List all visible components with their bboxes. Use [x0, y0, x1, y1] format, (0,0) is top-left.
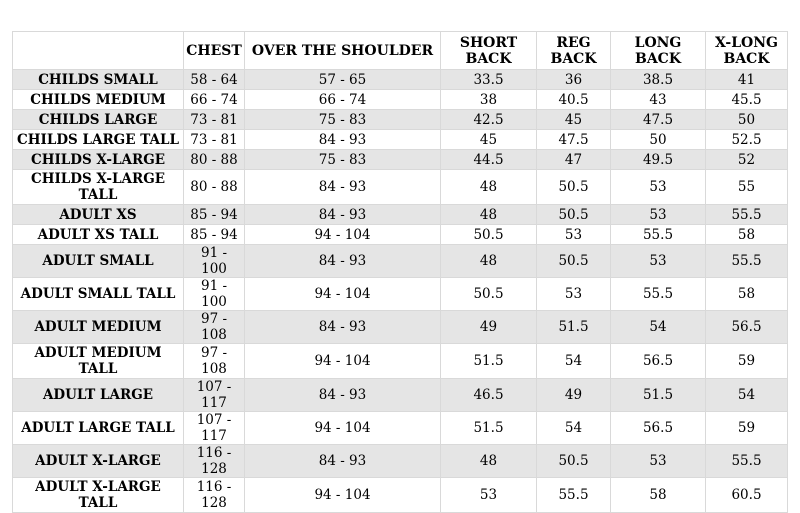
size-name-cell: CHILDS LARGE TALL	[13, 130, 184, 150]
table-row	[13, 225, 788, 245]
chest-cell: 80 - 88	[184, 150, 245, 170]
long-back-cell: 47.5	[611, 110, 706, 130]
long-back-cell: 56.5	[611, 344, 706, 379]
size-name-cell: ADULT SMALL TALL	[13, 278, 184, 311]
short-back-cell: 49	[441, 311, 537, 344]
short-back-cell: 48	[441, 445, 537, 478]
table-row	[13, 205, 788, 225]
size-name-cell: ADULT MEDIUM TALL	[13, 344, 184, 379]
reg-back-cell: 36	[537, 70, 611, 90]
short-back-cell: 50.5	[441, 278, 537, 311]
long-back-cell: 38.5	[611, 70, 706, 90]
reg-back-cell: 54	[537, 344, 611, 379]
chest-cell: 116 - 128	[184, 445, 245, 478]
reg-back-cell: 55.5	[537, 478, 611, 513]
x-long-back-cell: 58	[706, 278, 788, 311]
reg-back-cell: 50.5	[537, 245, 611, 278]
size-name-cell: ADULT X-LARGE	[13, 445, 184, 478]
table-row	[13, 412, 788, 445]
reg-back-cell: 54	[537, 412, 611, 445]
short-back-cell: 48	[441, 245, 537, 278]
reg-back-cell: 47	[537, 150, 611, 170]
short-back-cell: 42.5	[441, 110, 537, 130]
over-the-shoulder-cell: 94 - 104	[245, 478, 441, 513]
size-name-cell: CHILDS MEDIUM	[13, 90, 184, 110]
header-size	[13, 32, 184, 70]
size-name-cell: ADULT XS	[13, 205, 184, 225]
long-back-cell: 53	[611, 445, 706, 478]
x-long-back-cell: 55.5	[706, 245, 788, 278]
table-row	[13, 90, 788, 110]
x-long-back-cell: 59	[706, 412, 788, 445]
table-row	[13, 245, 788, 278]
over-the-shoulder-cell: 84 - 93	[245, 379, 441, 412]
table-row	[13, 344, 788, 379]
header-short-back: SHORT BACK	[441, 32, 537, 70]
size-chart-table	[12, 31, 788, 513]
chest-cell: 66 - 74	[184, 90, 245, 110]
x-long-back-cell: 55.5	[706, 445, 788, 478]
over-the-shoulder-cell: 84 - 93	[245, 311, 441, 344]
size-name-cell: ADULT LARGE TALL	[13, 412, 184, 445]
reg-back-cell: 50.5	[537, 445, 611, 478]
over-the-shoulder-cell: 66 - 74	[245, 90, 441, 110]
header-long-back: LONG BACK	[611, 32, 706, 70]
short-back-cell: 50.5	[441, 225, 537, 245]
reg-back-cell: 53	[537, 225, 611, 245]
x-long-back-cell: 58	[706, 225, 788, 245]
over-the-shoulder-cell: 57 - 65	[245, 70, 441, 90]
chest-cell: 116 - 128	[184, 478, 245, 513]
size-name-cell: ADULT X-LARGE TALL	[13, 478, 184, 513]
reg-back-cell: 45	[537, 110, 611, 130]
chest-cell: 107 - 117	[184, 412, 245, 445]
table-body	[13, 70, 788, 513]
size-name-cell: ADULT MEDIUM	[13, 311, 184, 344]
table-row	[13, 478, 788, 513]
header-over-the-shoulder: OVER THE SHOULDER	[245, 32, 441, 70]
chest-cell: 107 - 117	[184, 379, 245, 412]
chest-cell: 97 - 108	[184, 311, 245, 344]
chest-cell: 85 - 94	[184, 225, 245, 245]
table-row	[13, 130, 788, 150]
long-back-cell: 50	[611, 130, 706, 150]
short-back-cell: 51.5	[441, 412, 537, 445]
chest-cell: 91 - 100	[184, 278, 245, 311]
reg-back-cell: 47.5	[537, 130, 611, 150]
table-header	[13, 32, 788, 70]
chest-cell: 73 - 81	[184, 130, 245, 150]
table-row	[13, 150, 788, 170]
short-back-cell: 53	[441, 478, 537, 513]
short-back-cell: 33.5	[441, 70, 537, 90]
short-back-cell: 44.5	[441, 150, 537, 170]
x-long-back-cell: 54	[706, 379, 788, 412]
size-name-cell: CHILDS SMALL	[13, 70, 184, 90]
x-long-back-cell: 50	[706, 110, 788, 130]
over-the-shoulder-cell: 94 - 104	[245, 278, 441, 311]
size-name-cell: ADULT SMALL	[13, 245, 184, 278]
long-back-cell: 56.5	[611, 412, 706, 445]
x-long-back-cell: 52	[706, 150, 788, 170]
long-back-cell: 58	[611, 478, 706, 513]
chest-cell: 80 - 88	[184, 170, 245, 205]
x-long-back-cell: 59	[706, 344, 788, 379]
long-back-cell: 54	[611, 311, 706, 344]
over-the-shoulder-cell: 75 - 83	[245, 150, 441, 170]
long-back-cell: 51.5	[611, 379, 706, 412]
x-long-back-cell: 45.5	[706, 90, 788, 110]
over-the-shoulder-cell: 84 - 93	[245, 205, 441, 225]
size-name-cell: ADULT XS TALL	[13, 225, 184, 245]
short-back-cell: 45	[441, 130, 537, 150]
long-back-cell: 49.5	[611, 150, 706, 170]
long-back-cell: 55.5	[611, 278, 706, 311]
table-row	[13, 311, 788, 344]
reg-back-cell: 50.5	[537, 170, 611, 205]
header-row	[13, 32, 788, 70]
x-long-back-cell: 56.5	[706, 311, 788, 344]
size-name-cell: CHILDS LARGE	[13, 110, 184, 130]
header-reg-back: REG BACK	[537, 32, 611, 70]
x-long-back-cell: 41	[706, 70, 788, 90]
reg-back-cell: 53	[537, 278, 611, 311]
table-row	[13, 445, 788, 478]
x-long-back-cell: 55	[706, 170, 788, 205]
chest-cell: 97 - 108	[184, 344, 245, 379]
over-the-shoulder-cell: 84 - 93	[245, 130, 441, 150]
size-name-cell: CHILDS X-LARGE	[13, 150, 184, 170]
reg-back-cell: 50.5	[537, 205, 611, 225]
table-row	[13, 170, 788, 205]
long-back-cell: 53	[611, 245, 706, 278]
table-row	[13, 110, 788, 130]
long-back-cell: 43	[611, 90, 706, 110]
short-back-cell: 38	[441, 90, 537, 110]
long-back-cell: 53	[611, 170, 706, 205]
chest-cell: 85 - 94	[184, 205, 245, 225]
reg-back-cell: 40.5	[537, 90, 611, 110]
over-the-shoulder-cell: 94 - 104	[245, 344, 441, 379]
size-name-cell: ADULT LARGE	[13, 379, 184, 412]
table-row	[13, 70, 788, 90]
over-the-shoulder-cell: 94 - 104	[245, 225, 441, 245]
long-back-cell: 55.5	[611, 225, 706, 245]
over-the-shoulder-cell: 84 - 93	[245, 170, 441, 205]
over-the-shoulder-cell: 94 - 104	[245, 412, 441, 445]
table-row	[13, 278, 788, 311]
reg-back-cell: 49	[537, 379, 611, 412]
short-back-cell: 48	[441, 205, 537, 225]
over-the-shoulder-cell: 84 - 93	[245, 445, 441, 478]
over-the-shoulder-cell: 84 - 93	[245, 245, 441, 278]
over-the-shoulder-cell: 75 - 83	[245, 110, 441, 130]
table-row	[13, 379, 788, 412]
long-back-cell: 53	[611, 205, 706, 225]
reg-back-cell: 51.5	[537, 311, 611, 344]
chest-cell: 58 - 64	[184, 70, 245, 90]
short-back-cell: 51.5	[441, 344, 537, 379]
size-name-cell: CHILDS X-LARGE TALL	[13, 170, 184, 205]
header-x-long-back: X-LONG BACK	[706, 32, 788, 70]
short-back-cell: 46.5	[441, 379, 537, 412]
x-long-back-cell: 55.5	[706, 205, 788, 225]
header-chest: CHEST	[184, 32, 245, 70]
short-back-cell: 48	[441, 170, 537, 205]
chest-cell: 73 - 81	[184, 110, 245, 130]
x-long-back-cell: 52.5	[706, 130, 788, 150]
x-long-back-cell: 60.5	[706, 478, 788, 513]
chest-cell: 91 - 100	[184, 245, 245, 278]
